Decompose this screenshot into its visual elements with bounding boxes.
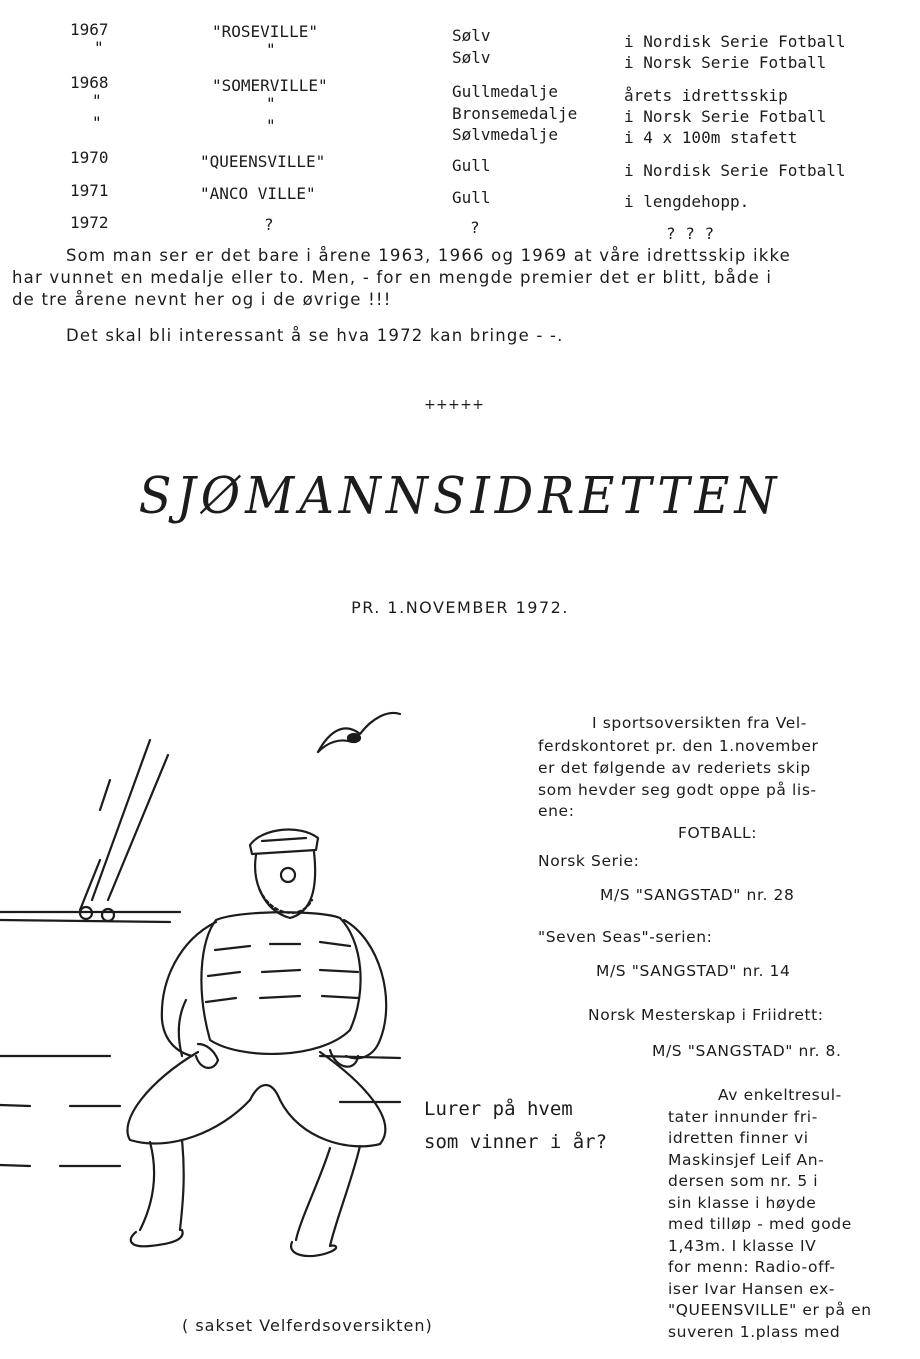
series-entry: M/S "SANGSTAD" nr. 8. (652, 1042, 842, 1060)
body-line: Av enkeltresul- (718, 1086, 842, 1104)
body-line: tater innunder fri- (668, 1108, 818, 1126)
ship-mast (0, 740, 180, 922)
medal-cell: Sølv (452, 26, 491, 45)
section-heading: FOTBALL: (678, 824, 758, 842)
event-cell: i Nordisk Serie Fotball (624, 161, 846, 180)
event-cell: ? ? ? (666, 224, 715, 243)
paragraph-line: de tre årene nevnt her og i de øvrige !!! (12, 290, 392, 309)
body-line: idretten finner vi (668, 1129, 809, 1147)
series-label: Norsk Mesterskap i Friidrett: (588, 1006, 824, 1024)
intro-line: ene: (538, 802, 575, 820)
year-cell: " (92, 113, 102, 132)
ship-cell: " (266, 94, 276, 113)
cartoon-caption-line: Lurer på hvem (424, 1098, 573, 1120)
page-title: SJØMANNSIDRETTEN (138, 466, 782, 526)
year-cell: 1970 (70, 148, 109, 167)
intro-line: I sportsoversikten fra Vel- (592, 714, 807, 732)
medal-cell: ? (470, 218, 480, 237)
event-cell: i Nordisk Serie Fotball (624, 32, 846, 51)
event-cell: i 4 x 100m stafett (624, 128, 798, 147)
separator: +++++ (424, 397, 485, 413)
medal-cell: Gullmedalje (452, 82, 558, 101)
ship-cell: ? (264, 215, 274, 234)
intro-line: er det følgende av rederiets skip (538, 759, 811, 777)
ship-cell: "QUEENSVILLE" (200, 152, 326, 171)
seagull-icon (318, 713, 400, 752)
year-cell: 1972 (70, 213, 109, 232)
bench-lines (0, 1056, 400, 1166)
body-line: dersen som nr. 5 i (668, 1172, 819, 1190)
body-line: for menn: Radio-off- (668, 1258, 836, 1276)
body-line: suveren 1.plass med (668, 1323, 841, 1341)
event-cell: i Norsk Serie Fotball (624, 107, 827, 126)
medal-cell: Sølv (452, 48, 491, 67)
medal-cell: Bronsemedalje (452, 104, 578, 123)
body-line: iser Ivar Hansen ex- (668, 1280, 836, 1298)
source-note: ( sakset Velferdsoversikten) (182, 1316, 433, 1335)
paragraph-line: Som man ser er det bare i årene 1963, 1966 og 1969 at våre idrettsskip ikke (66, 246, 791, 265)
body-line: sin klasse i høyde (668, 1194, 817, 1212)
year-cell: " (92, 91, 102, 110)
cartoon-caption-line: som vinner i år? (424, 1131, 608, 1153)
medal-cell: Gull (452, 156, 491, 175)
series-label: "Seven Seas"-serien: (538, 928, 713, 946)
medal-cell: Sølvmedalje (452, 125, 558, 144)
body-line: Maskinsjef Leif An- (668, 1151, 825, 1169)
body-line: med tilløp - med gode (668, 1215, 852, 1233)
intro-line: som hevder seg godt oppe på lis- (538, 781, 817, 799)
year-cell: 1967 (70, 20, 109, 39)
ship-cell: " (266, 40, 276, 59)
ship-cell: "SOMERVILLE" (212, 76, 328, 95)
event-cell: i lengdehopp. (624, 192, 750, 211)
year-cell: 1971 (70, 181, 109, 200)
sailor-cartoon (0, 700, 520, 1300)
intro-line: ferdskontoret pr. den 1.november (538, 737, 819, 755)
medal-cell: Gull (452, 188, 491, 207)
body-line: 1,43m. I klasse IV (668, 1237, 817, 1255)
ship-cell: " (266, 116, 276, 135)
page-subtitle: PR. 1.NOVEMBER 1972. (351, 598, 569, 617)
series-label: Norsk Serie: (538, 852, 640, 870)
body-line: "QUEENSVILLE" er på en (668, 1301, 872, 1319)
ship-cell: "ANCO VILLE" (200, 184, 316, 203)
event-cell: i Norsk Serie Fotball (624, 53, 827, 72)
paragraph-line: har vunnet en medalje eller to. Men, - for en mengde premier det er blitt, både i (12, 268, 773, 287)
sailor-figure (127, 830, 386, 1257)
year-cell: 1968 (70, 73, 109, 92)
series-entry: M/S "SANGSTAD" nr. 14 (596, 962, 791, 980)
paragraph-line: Det skal bli interessant å se hva 1972 kan bringe - -. (66, 326, 564, 345)
event-cell: årets idrettsskip (624, 86, 788, 105)
ship-cell: "ROSEVILLE" (212, 22, 318, 41)
series-entry: M/S "SANGSTAD" nr. 28 (600, 886, 795, 904)
year-cell: " (94, 38, 104, 57)
